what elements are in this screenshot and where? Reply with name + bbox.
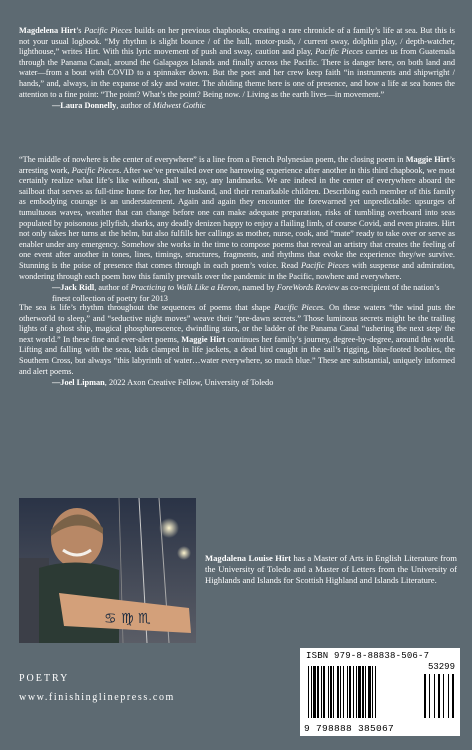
book-title: Pacific Pieces.: [274, 303, 326, 312]
author-name: Magdelena Hirt: [19, 26, 76, 35]
blurb-donnelly: [19, 26, 455, 112]
blurb-attribution: —Joel Lipman, 2022 Axon Creative Fellow, University of Toledo: [52, 378, 274, 388]
barcode-bar: [362, 666, 364, 718]
barcode-bar: [365, 666, 366, 718]
price-bar: [434, 674, 435, 718]
tattoo-glyphs: ♋ ♍ ♏: [104, 611, 151, 627]
barcode-bar: [333, 666, 334, 718]
blurb-attribution: —Jack Ridl, author of Practicing to Walk Like a Heron, named by ForeWords Review as co-recipient of the nation’s finest collection of poetry for 2013: [52, 283, 440, 303]
barcode-bar: [356, 666, 357, 718]
barcode-bar: [311, 666, 312, 718]
barcode-bar: [372, 666, 373, 718]
barcode-bar: [375, 666, 376, 718]
price-bar: [443, 674, 444, 718]
price-bar: [429, 674, 430, 718]
barcode-bar: [349, 666, 351, 718]
barcode-bar: [313, 666, 316, 718]
isbn-barcode: [300, 648, 460, 736]
blurb-text: The sea is life’s rhythm throughout the sequences of poems that shape Pacific Pieces. On these waters “the wind puts the otherworld to sleep,” and “seductive night moves” weave their “pre-dawn secrets.” Those luminous secrets might be the trailing lights of a ghost ship, magical phosphorescence, dwindling stars, or the ladder of the Panama Canal “ushering the next step/ the next world.” In these fine and ever-alert poems, Maggie Hirt continues her family’s journey, degree-by-degree, around the world. Lifting and falling with the seas, kids clamped in life jackets, a dead bird caught in the sail’s rigging, blue-footed boobies, the Southern Cross, but always “this labyrinth of water…water everywhere, so much blue.” These are substantial, uniquely informed and alert poems.: [19, 303, 455, 376]
author-photo: [19, 498, 196, 643]
author-bio: Magdalena Louise Hirt has a Master of Arts in English Literature from the University of Toledo and a Master of Letters from the University of Highlands and Islands for Scottish Highland and Islands Literature.: [205, 553, 457, 585]
blurb-text: Magdelena Hirt’s Pacific Pieces builds on her previous chapbooks, creating a rare chronicle of a family’s life at sea. But this is not your usual logbook. “My rhythm is slight bounce / of the hull, motor-push, / current sway, dolphin play, / depth-watcher, lighthouse,” writes Hirt. With this lyric movement of push and sway, caution and play, Pacific Pieces carries us from Guatemala through the Panama Canal, around the Galapagos Islands and finally across the Pacific. There is danger here, on both land and water—from a bout with COVID to a spinnaker down. But the poet and her crew keep faith “in instruments and shipwright / hands,” and, always, in the expanse of sky and water. The abiding theme here is one of presence, and how a life at sea hones the attention to a fine point: “The point? What’s the point? Being now. / Living as the earth lives—in movement.”: [19, 26, 456, 99]
blurb-text: “The middle of nowhere is the center of everywhere” is a line from a French Polynesian poem, the closing poem in Maggie Hirt’s arresting work, Pacific Pieces. After we’ve prevailed over one harrowing experience after another in this third chapbook, we most certainly realize what life’s like without, shall we say, any landmarks. We are indeed in the center of everywhere aboard the sailboat that serves as full-time home for her, her husband, and their remarkable children. Describing each member of this family as embodying courage is an understatement. Again and again they encounter the forewarned yet unpredictable: upsurges of tumultuous waves, weather that can change before one can make adequate preparation, risks of tumbling overboard into seas populated by poisonous jellyfish, sharks, any deadly denizen happy to enjoy a flailing limb, of course Covid, and even pirates. Hirt not only takes her turns at the helm, but also fulfills her callings as mother, nurse, cook, and “mate” ready to take over or serve as enabler under any emergency. Somehow she works in the time to compose poems that reveal an artistry that creates the feeling of one event after another in tones, lines, timings, structures, fragments, and rhythms that evoke the experience they/we survive. Stunning is the poise of presence that comes through in each poem’s voice. Read Pacific Pieces with suspense and admiration, wondering through each poem how this family prevails over the pandemic in the Pacific, nowhere and everywhere.: [19, 155, 455, 281]
barcode-bar: [358, 666, 361, 718]
blurb-ridl: [19, 155, 455, 304]
author-name: Maggie Hirt: [405, 155, 450, 164]
price-bar: [448, 674, 449, 718]
author-name: Maggie Hirt: [181, 334, 226, 344]
barcode-bar: [321, 666, 322, 718]
barcode-bar: [308, 666, 309, 718]
book-title: Pacific Pieces: [315, 47, 363, 57]
ean-digits: 9 798888 385067: [304, 723, 395, 734]
bio-author-name: Magdalena Louise Hirt: [205, 553, 292, 563]
blurb-attribution: —Laura Donnelly, author of Midwest Gothic: [52, 101, 206, 111]
barcode-bar: [330, 666, 332, 718]
isbn-number: ISBN 979-8-88838-506-7: [306, 651, 430, 661]
book-title: Pacific Pieces: [71, 165, 120, 175]
barcode-bar: [337, 666, 339, 718]
barcode-bar: [368, 666, 371, 718]
price-bar: [452, 674, 454, 718]
barcode-bar: [323, 666, 325, 718]
barcode-bar: [340, 666, 341, 718]
publisher-url: www.finishinglinepress.com: [19, 692, 175, 703]
barcode-bar: [347, 666, 348, 718]
category-label: POETRY: [19, 673, 70, 684]
barcode-bar: [353, 666, 354, 718]
barcode-bar: [328, 666, 329, 718]
barcode-bar: [317, 666, 319, 718]
price-bar: [438, 674, 440, 718]
barcode-bars: [306, 660, 456, 722]
book-title: Pacific Pieces: [301, 260, 350, 270]
price-code: 53299: [427, 662, 455, 672]
barcode-bar: [343, 666, 344, 718]
blurb-lipman: [19, 303, 455, 389]
book-title: Pacific Pieces: [84, 26, 132, 35]
price-bar: [424, 674, 426, 718]
